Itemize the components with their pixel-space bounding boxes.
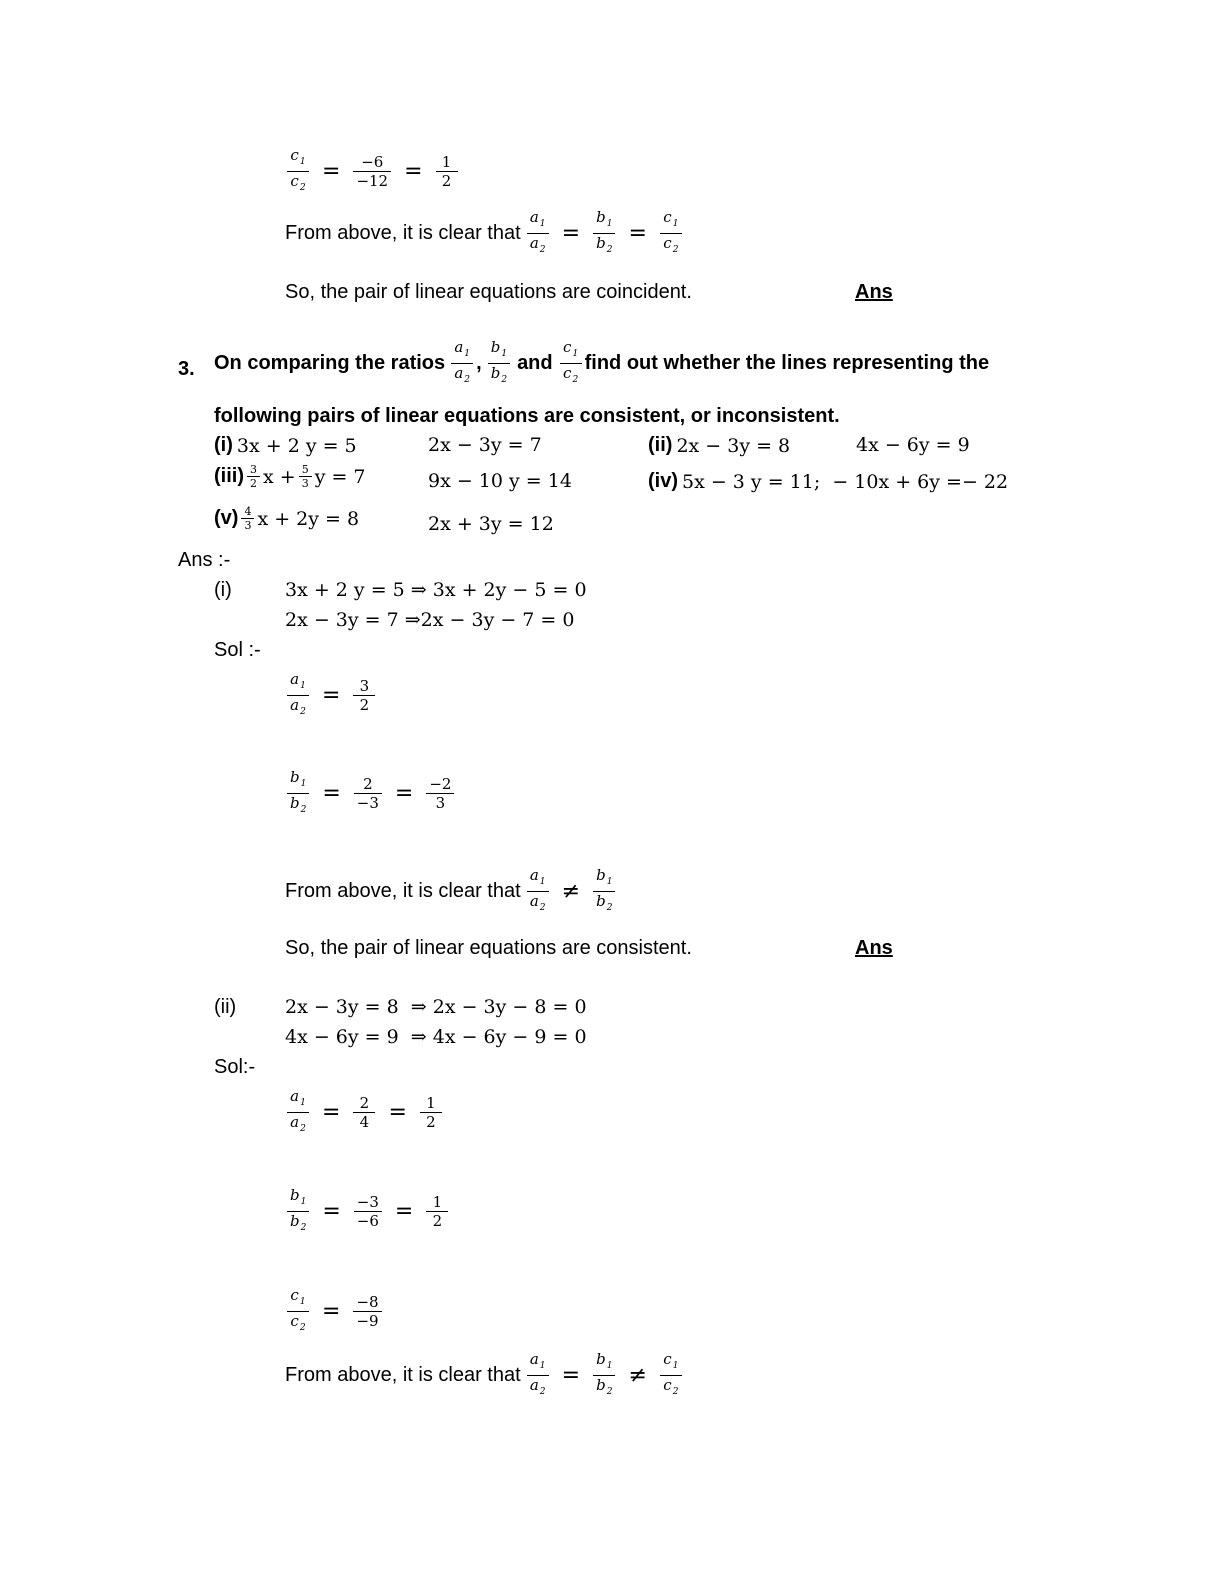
fraction-a1-a2 — [287, 1087, 309, 1138]
part-ii-equations — [648, 434, 790, 457]
question-line-2: following pairs of linear equations are consistent, or inconsistent. — [214, 405, 840, 427]
symbol: a — [290, 670, 300, 688]
equals-sign: = — [628, 221, 647, 246]
fraction-c1-c2 — [287, 1286, 309, 1337]
denominator: 3 — [301, 477, 309, 490]
clear-statement-1 — [285, 208, 685, 259]
fraction-c1-c2 — [287, 146, 309, 197]
numerator: 2 — [359, 1094, 370, 1112]
equals-sign: = — [561, 1363, 581, 1388]
symbol: b — [596, 1376, 606, 1394]
equation-part: x + — [263, 465, 296, 488]
subscript: 1 — [539, 1361, 546, 1371]
numerator: −8 — [356, 1293, 379, 1311]
part-v-equations — [214, 505, 359, 532]
numerator: 5 — [301, 463, 309, 476]
equals-sign: = — [394, 781, 414, 806]
equals-sign: = — [322, 1299, 341, 1324]
denominator: −9 — [356, 1312, 379, 1330]
equals-sign: = — [388, 1100, 407, 1125]
question-text: find out whether the lines representing the — [584, 352, 990, 374]
symbol: b — [490, 364, 501, 382]
symbol: b — [290, 1212, 300, 1230]
subscript: 1 — [606, 219, 613, 229]
symbol: c — [663, 1350, 672, 1368]
symbol: a — [529, 1376, 539, 1394]
fraction-b1-b2 — [488, 338, 510, 389]
fraction-c1-c2 — [660, 208, 682, 259]
fraction-a1-a2 — [527, 866, 549, 917]
numerator: −3 — [356, 1193, 379, 1211]
fraction-a1-a2 — [287, 670, 309, 721]
subscript: 2 — [300, 1223, 307, 1233]
equation-line: 2x − 3y = 8 ⇒ 2x − 3y − 8 = 0 — [285, 996, 587, 1018]
symbol: c — [290, 1312, 299, 1330]
denominator: 3 — [244, 519, 252, 532]
equals-sign: = — [322, 1199, 341, 1224]
equation: 2x − 3y = 8 — [676, 434, 791, 457]
numerator: −6 — [361, 153, 384, 171]
subscript: 2 — [299, 1323, 306, 1333]
equation: 2x − 3y = 7 — [428, 434, 542, 456]
fraction-a1-a2 — [527, 1350, 549, 1401]
numerator: 1 — [441, 153, 452, 171]
numerator: 2 — [363, 775, 373, 793]
conclusion-coincident: So, the pair of linear equations are coincident. — [285, 281, 692, 303]
fraction — [353, 153, 391, 190]
denominator: 2 — [426, 1113, 436, 1131]
subscript: 2 — [606, 1387, 613, 1397]
symbol: a — [290, 1113, 300, 1131]
part-label: (iii) — [214, 465, 244, 487]
symbol: c — [563, 338, 572, 356]
c-ratio-equation — [284, 1286, 385, 1337]
subscript: 2 — [539, 245, 546, 255]
numerator: 1 — [426, 1094, 436, 1112]
numerator: 4 — [244, 505, 252, 518]
c-ratio-equation — [284, 146, 461, 197]
equation: 4x − 6y = 9 — [856, 434, 970, 456]
question-text: On comparing the ratios — [214, 352, 446, 374]
equals-sign: = — [322, 1100, 341, 1125]
symbol: b — [596, 234, 606, 252]
fraction — [353, 677, 375, 714]
fraction — [354, 775, 382, 812]
fraction — [436, 153, 458, 190]
part-label: (ii) — [648, 434, 673, 456]
fraction — [420, 1094, 442, 1131]
subscript: 2 — [300, 805, 307, 815]
a-ratio-equation — [284, 670, 378, 721]
subscript: 2 — [300, 707, 306, 717]
fraction-a1-a2 — [451, 338, 473, 389]
subscript: 2 — [501, 375, 508, 385]
subscript: 1 — [299, 157, 306, 167]
subscript: 2 — [539, 903, 546, 913]
statement-text: From above, it is clear that — [285, 1364, 521, 1386]
symbol: c — [663, 234, 672, 252]
subscript: 1 — [672, 219, 679, 229]
and-word: and — [517, 352, 553, 374]
question-line-1 — [214, 338, 989, 389]
subscript: 1 — [464, 349, 470, 359]
part-iv-equations — [648, 470, 1008, 493]
subscript: 2 — [539, 1387, 546, 1397]
equation: 3x + 2 y = 5 — [236, 434, 357, 457]
symbol: b — [596, 866, 606, 884]
statement-text: From above, it is clear that — [285, 880, 521, 902]
part-label: (v) — [214, 507, 239, 529]
symbol: b — [596, 208, 606, 226]
symbol: a — [529, 892, 539, 910]
sol-label: Sol :- — [214, 639, 261, 661]
symbol: a — [290, 1087, 300, 1105]
subscript: 1 — [300, 1098, 306, 1108]
symbol: b — [490, 338, 501, 356]
subscript: 1 — [300, 1197, 307, 1207]
subscript: 2 — [300, 1124, 306, 1134]
equation: 2x + 3y = 12 — [428, 513, 554, 535]
denominator: 3 — [435, 794, 446, 812]
equation-line: 4x − 6y = 9 ⇒ 4x − 6y − 9 = 0 — [285, 1026, 587, 1048]
equation: 9x − 10 y = 14 — [428, 470, 572, 492]
equals-sign: = — [394, 1199, 414, 1224]
statement-text: From above, it is clear that — [285, 222, 521, 244]
symbol: a — [529, 866, 539, 884]
subscript: 2 — [606, 245, 613, 255]
equation-line: 3x + 2 y = 5 ⇒ 3x + 2y − 5 = 0 — [285, 579, 587, 601]
b-ratio-equation — [284, 1186, 451, 1237]
symbol: c — [663, 208, 672, 226]
symbol: b — [290, 768, 300, 786]
not-equal-sign: ≠ — [628, 1363, 647, 1388]
symbol: a — [454, 338, 464, 356]
equation: 5x − 3 y = 11; − 10x + 6y =− 22 — [682, 470, 1009, 493]
numerator: −2 — [429, 775, 452, 793]
conclusion-consistent: So, the pair of linear equations are consistent. — [285, 937, 692, 959]
fraction — [426, 775, 454, 812]
equals-sign: = — [561, 221, 581, 246]
equals-sign: = — [404, 159, 423, 184]
fraction-c1-c2 — [560, 338, 582, 389]
denominator: 2 — [250, 477, 257, 490]
fraction-a1-a2 — [527, 208, 549, 259]
b-ratio-equation — [284, 768, 457, 819]
ans-label: Ans — [855, 937, 893, 959]
not-equal-sign: ≠ — [561, 879, 581, 904]
fraction — [426, 1193, 448, 1230]
symbol: a — [529, 234, 539, 252]
symbol: b — [596, 1350, 606, 1368]
symbol: c — [563, 364, 572, 382]
ans-label: Ans — [855, 281, 893, 303]
subscript: 1 — [672, 1361, 679, 1371]
a-ratio-equation — [284, 1087, 445, 1138]
equals-sign: = — [322, 683, 341, 708]
subscript: 1 — [299, 1297, 306, 1307]
subscript: 1 — [606, 877, 613, 887]
part-label: (i) — [214, 579, 232, 601]
fraction-b1-b2 — [593, 208, 615, 259]
denominator: −3 — [356, 794, 379, 812]
symbol: b — [596, 892, 606, 910]
symbol: c — [663, 1376, 672, 1394]
subscript: 1 — [572, 349, 579, 359]
fraction — [353, 1293, 381, 1330]
symbol: c — [290, 1286, 299, 1304]
denominator: 2 — [441, 172, 452, 190]
subscript: 1 — [300, 779, 307, 789]
denominator: 2 — [359, 696, 370, 714]
fraction — [353, 1094, 375, 1131]
subscript: 2 — [606, 903, 613, 913]
fraction — [354, 1193, 382, 1230]
equation-line: 2x − 3y = 7 ⇒2x − 3y − 7 = 0 — [285, 609, 575, 631]
part-label: (ii) — [214, 996, 237, 1018]
subscript: 1 — [539, 877, 546, 887]
symbol: c — [290, 146, 299, 164]
comma: , — [476, 352, 482, 374]
clear-statement-2 — [285, 866, 618, 917]
equation-part: y = 7 — [314, 465, 366, 488]
part-label: (iv) — [648, 470, 678, 492]
denominator: −6 — [356, 1212, 379, 1230]
part-label: (i) — [214, 434, 233, 456]
fraction — [241, 505, 254, 532]
subscript: 1 — [300, 681, 306, 691]
symbol: a — [454, 364, 464, 382]
fraction — [299, 463, 312, 490]
fraction — [247, 463, 260, 490]
numerator: 1 — [432, 1193, 443, 1211]
subscript: 1 — [501, 349, 508, 359]
fraction-b1-b2 — [287, 1186, 309, 1237]
fraction-b1-b2 — [593, 1350, 615, 1401]
symbol: b — [290, 794, 300, 812]
symbol: a — [529, 1350, 539, 1368]
subscript: 2 — [572, 375, 579, 385]
denominator: 2 — [432, 1212, 443, 1230]
symbol: b — [290, 1186, 300, 1204]
fraction-c1-c2 — [660, 1350, 682, 1401]
sol-label: Sol:- — [214, 1056, 256, 1078]
subscript: 2 — [464, 375, 470, 385]
symbol: a — [290, 696, 300, 714]
question-number: 3. — [178, 358, 195, 380]
subscript: 2 — [299, 183, 306, 193]
subscript: 2 — [672, 1387, 679, 1397]
numerator: 3 — [250, 463, 257, 476]
subscript: 1 — [539, 219, 546, 229]
part-i-equations — [214, 434, 357, 457]
equation-part: x + 2y = 8 — [257, 507, 360, 530]
symbol: c — [290, 172, 299, 190]
symbol: a — [529, 208, 539, 226]
clear-statement-3 — [285, 1350, 685, 1401]
subscript: 2 — [672, 245, 679, 255]
numerator: 3 — [359, 677, 370, 695]
fraction-b1-b2 — [593, 866, 615, 917]
equals-sign: = — [322, 159, 341, 184]
equals-sign: = — [322, 781, 341, 806]
denominator: 4 — [359, 1113, 370, 1131]
denominator: −12 — [356, 172, 389, 190]
part-iii-equations — [214, 463, 366, 490]
answer-heading: Ans :- — [178, 549, 231, 571]
fraction-b1-b2 — [287, 768, 309, 819]
subscript: 1 — [606, 1361, 613, 1371]
